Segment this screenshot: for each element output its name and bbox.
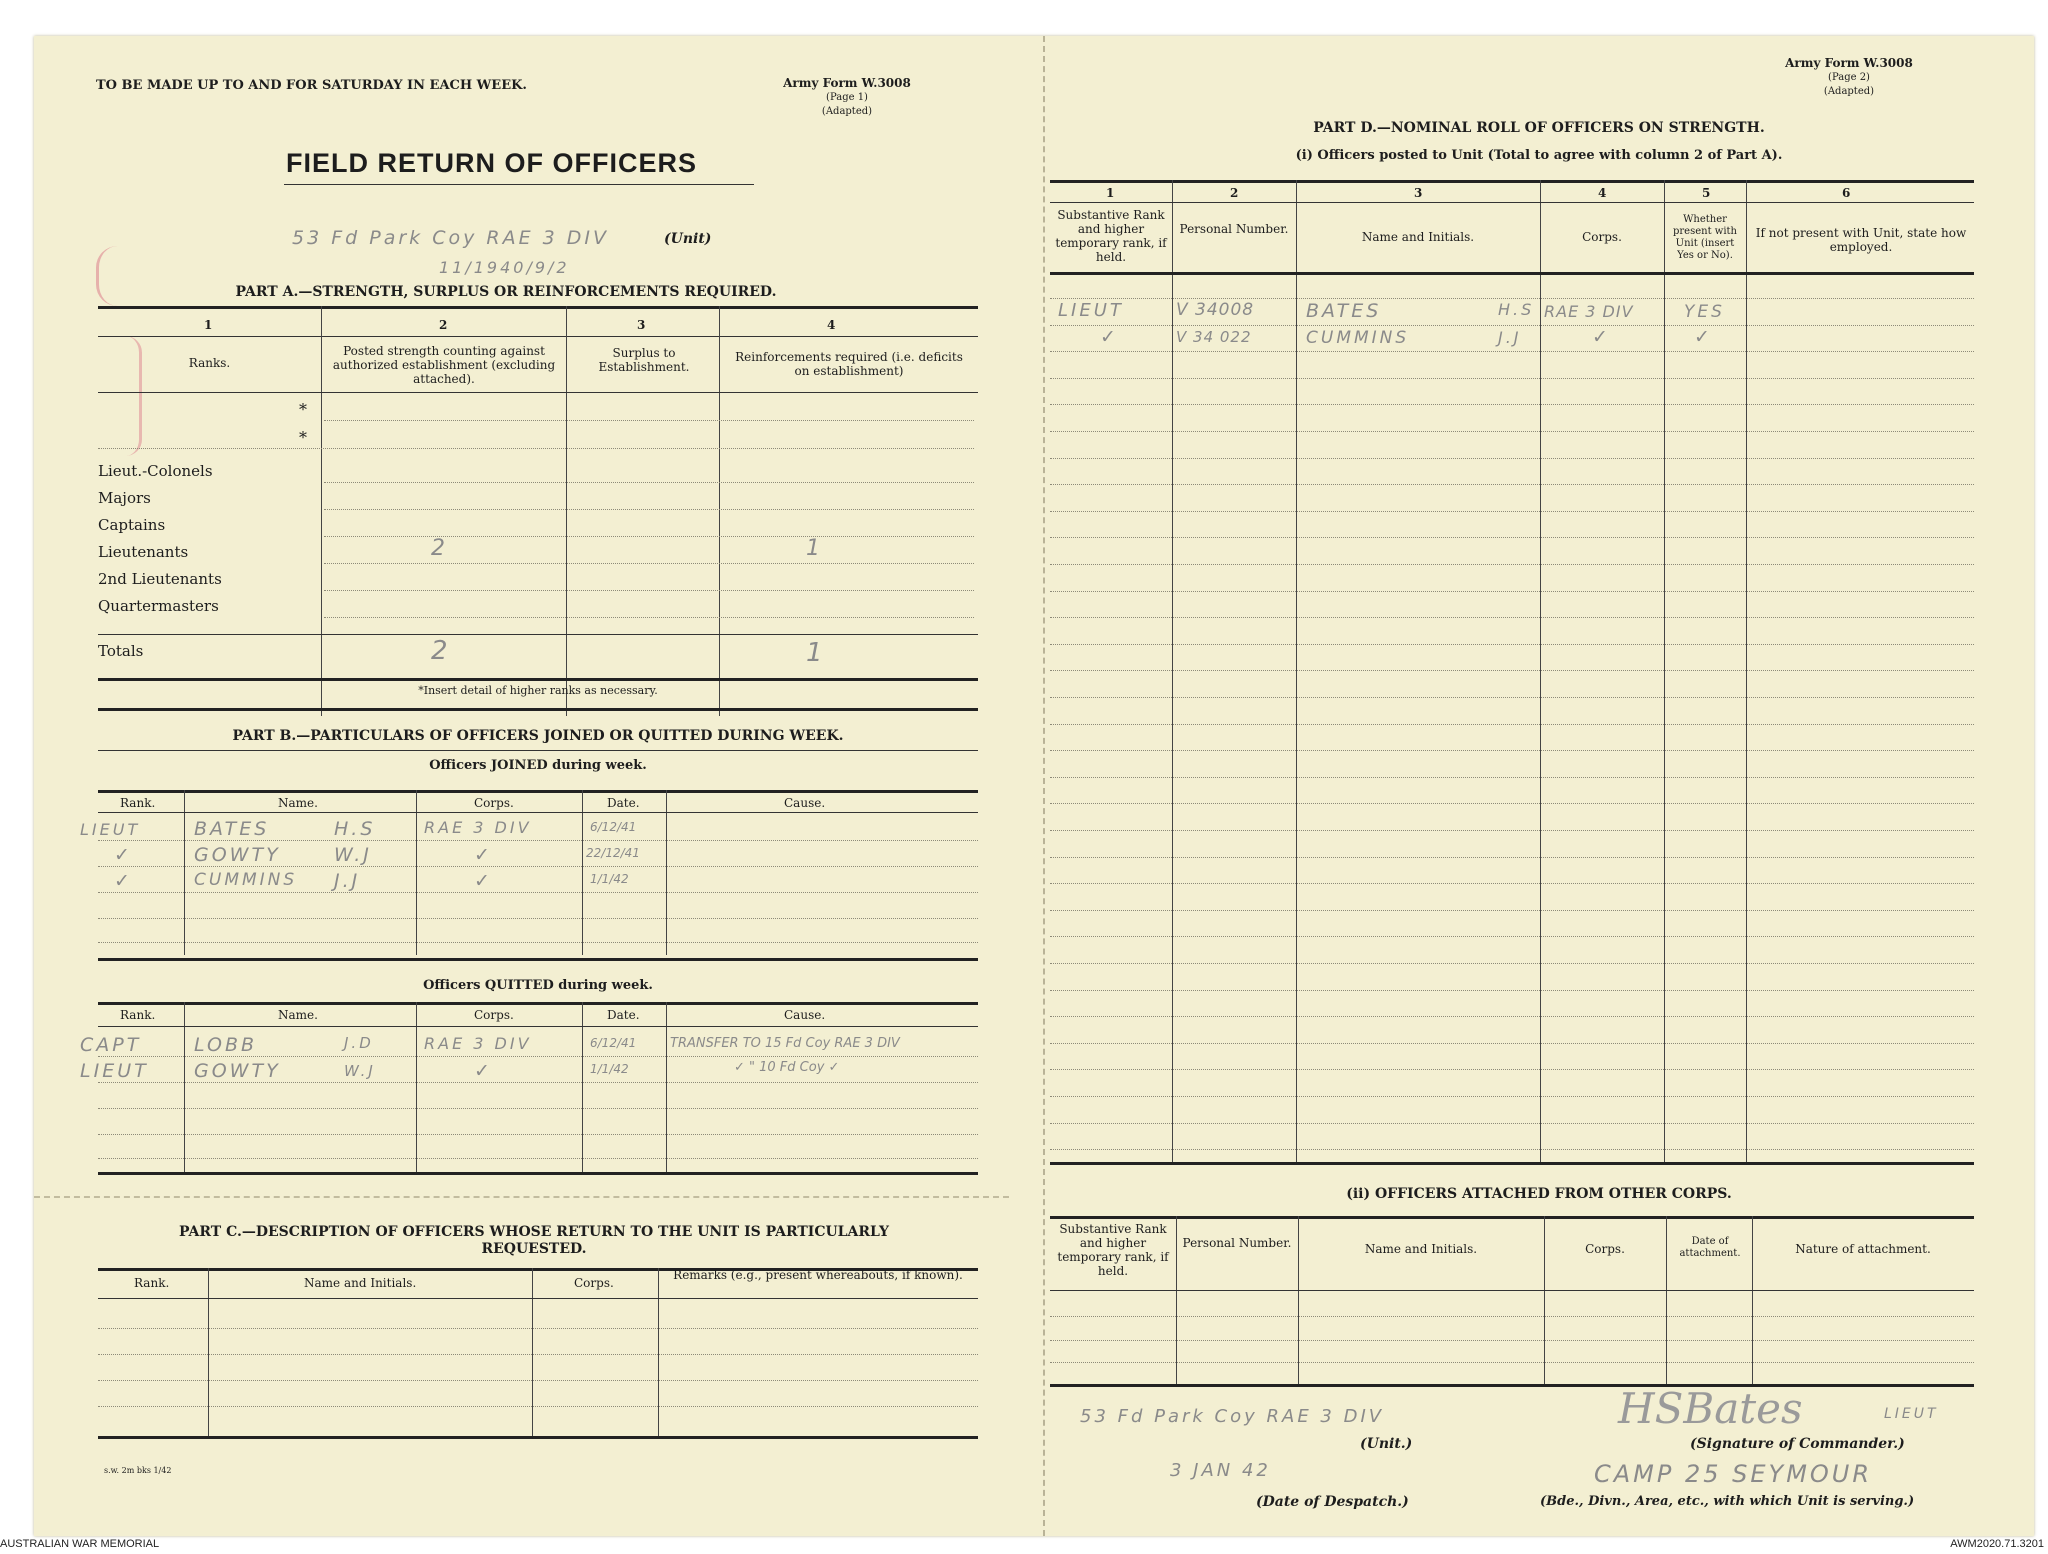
totals-label: Totals <box>98 642 144 660</box>
despatch-date-label: (Date of Despatch.) <box>1256 1494 1409 1510</box>
j-col-cause: Cause. <box>784 796 826 810</box>
quitted-2-name: GOWTY <box>194 1060 281 1082</box>
d-row1-rank: LIEUT <box>1058 300 1124 321</box>
joined-1-name: BATES <box>194 818 270 840</box>
rank-lt-col: Lieut.-Colonels <box>98 462 213 480</box>
joined-3-name: CUMMINS <box>194 870 298 890</box>
c-col-name: Name and Initials. <box>304 1276 417 1290</box>
joined-2-corps: ✓ <box>474 844 493 866</box>
horizontal-fold <box>34 1196 1009 1198</box>
c-col-remarks: Remarks (e.g., present whereabouts, if known). <box>673 1268 963 1282</box>
unit-handwritten: 53 Fd Park Coy RAE 3 DIV <box>292 227 609 249</box>
d-row2-corps: ✓ <box>1592 326 1611 348</box>
instruction: TO BE MADE UP TO AND FOR SATURDAY IN EACH WEEK. <box>96 78 527 93</box>
page-right: (Page 2) <box>1828 72 1870 83</box>
d-num-6: 6 <box>1842 186 1851 200</box>
j-col-rank: Rank. <box>120 796 156 810</box>
q-col-rank: Rank. <box>120 1008 156 1022</box>
col-header-ranks: Ranks. <box>188 356 231 370</box>
ruling-line <box>1050 857 1974 858</box>
ruling-line <box>1050 564 1974 565</box>
d2-col-nature: Nature of attachment. <box>1795 1242 1931 1256</box>
form-number-left: Army Form W.3008 <box>783 76 911 90</box>
quitted-2-init: W.J <box>344 1062 376 1080</box>
print-code: s.w. 2m bks 1/42 <box>104 1466 172 1475</box>
location-label: (Bde., Divn., Area, etc., with which Unit is serving.) <box>1540 1494 1915 1509</box>
rank-captains: Captains <box>98 516 166 534</box>
ruling-line <box>1050 458 1974 459</box>
q-col-cause: Cause. <box>784 1008 826 1022</box>
ruling-line <box>1050 1069 1974 1070</box>
d-row1-number: V 34008 <box>1176 300 1255 320</box>
ruling-line <box>1050 617 1974 618</box>
signature-label: (Signature of Commander.) <box>1690 1436 1905 1452</box>
ruling-line <box>1050 724 1974 725</box>
ruling-line <box>1050 644 1974 645</box>
rank-majors: Majors <box>98 489 151 507</box>
ruling-line <box>1050 591 1974 592</box>
footer-left: AUSTRALIAN WAR MEMORIAL <box>0 1538 160 1550</box>
d2-col-corps: Corps. <box>1585 1242 1625 1256</box>
d-row1-name: BATES <box>1306 300 1382 322</box>
j-col-name: Name. <box>278 796 318 810</box>
d-col-name: Name and Initials. <box>1361 230 1475 244</box>
part-a-heading: PART A.—STRENGTH, SURPLUS OR REINFORCEMENTS REQUIRED. <box>235 284 777 300</box>
totals-posted: 2 <box>431 636 451 666</box>
d-row1-present: YES <box>1684 302 1725 322</box>
ruling-line <box>1050 1043 1974 1044</box>
d-col-employed: If not present with Unit, state how employed. <box>1755 226 1967 254</box>
col-num-4: 4 <box>827 318 836 332</box>
rank-quartermasters: Quartermasters <box>98 597 219 615</box>
ruling-line <box>1050 325 1974 326</box>
ruling-line <box>1050 777 1974 778</box>
quitted-1-cause: TRANSFER TO 15 Fd Coy RAE 3 DIV <box>670 1036 900 1051</box>
asterisk-1: * <box>299 400 307 419</box>
j-col-corps: Corps. <box>474 796 514 810</box>
joined-1-rank: LIEUT <box>80 820 141 839</box>
ruling-line <box>1050 883 1974 884</box>
signature: HSBates <box>1618 1384 1803 1433</box>
ruling-line <box>1050 990 1974 991</box>
ruling-line <box>1050 697 1974 698</box>
ruling-line <box>1050 484 1974 485</box>
c-col-rank: Rank. <box>134 1276 170 1290</box>
d2-col-rank: Substantive Rank and higher temporary rank, if held. <box>1057 1222 1169 1278</box>
d-col-present: Whether present with Unit (insert Yes or No). <box>1672 214 1737 261</box>
q-col-date: Date. <box>607 1008 640 1022</box>
centre-fold <box>1043 36 1045 1536</box>
footer-right: AWM2020.71.3201 <box>1950 1538 2044 1550</box>
ruling-line <box>1050 351 1974 352</box>
d-row1-corps: RAE 3 DIV <box>1544 302 1634 321</box>
joined-1-init: H.S <box>334 818 376 840</box>
col-num-3: 3 <box>637 318 646 332</box>
d-num-4: 4 <box>1598 186 1607 200</box>
joined-1-corps: RAE 3 DIV <box>424 818 532 837</box>
d-row2-number: V 34 022 <box>1176 328 1252 346</box>
part-d-sub-ii: (ii) OFFICERS ATTACHED FROM OTHER CORPS. <box>1346 1186 1732 1202</box>
quitted-1-date: 6/12/41 <box>590 1036 637 1050</box>
part-b-heading: PART B.—PARTICULARS OF OFFICERS JOINED OR QUITTED DURING WEEK. <box>232 728 844 744</box>
ruling-line <box>1050 1149 1974 1150</box>
ruling-line <box>1050 1016 1974 1017</box>
quitted-1-name: LOBB <box>194 1034 258 1056</box>
ruling-line <box>1050 537 1974 538</box>
quitted-2-corps: ✓ <box>474 1060 493 1082</box>
joined-2-rank: ✓ <box>114 844 133 866</box>
totals-reinf: 1 <box>806 638 826 668</box>
col-num-1: 1 <box>204 318 213 332</box>
q-col-corps: Corps. <box>474 1008 514 1022</box>
d2-col-number: Personal Number. <box>1182 1236 1292 1250</box>
joined-2-init: W.J <box>334 844 372 866</box>
d-num-1: 1 <box>1106 186 1115 200</box>
ruling-line <box>1050 830 1974 831</box>
part-d-heading: PART D.—NOMINAL ROLL OF OFFICERS ON STRENGTH. <box>1313 120 1765 136</box>
ruling-line <box>1050 1123 1974 1124</box>
ruling-line <box>1050 936 1974 937</box>
rank-2nd-lieutenants: 2nd Lieutenants <box>98 570 222 588</box>
page-left: (Page 1) <box>826 92 868 103</box>
ruling-line <box>1050 404 1974 405</box>
page-title: FIELD RETURN OF OFFICERS <box>286 148 697 178</box>
joined-3-corps: ✓ <box>474 870 493 892</box>
signature-rank: LIEUT <box>1884 1406 1939 1422</box>
d-col-rank: Substantive Rank and higher temporary rank, if held. <box>1055 208 1167 264</box>
quitted-heading: Officers QUITTED during week. <box>423 978 653 993</box>
d-num-5: 5 <box>1702 186 1711 200</box>
d-row2-name: CUMMINS <box>1306 328 1410 348</box>
lt-posted: 2 <box>431 536 448 561</box>
d2-col-name: Name and Initials. <box>1364 1242 1478 1256</box>
d-row2-rank: ✓ <box>1100 326 1119 348</box>
j-col-date: Date. <box>607 796 640 810</box>
part-d-sub-i: (i) Officers posted to Unit (Total to agree with column 2 of Part A). <box>1295 148 1783 163</box>
part-a-note: *Insert detail of higher ranks as necessary. <box>418 684 658 697</box>
lt-reinf: 1 <box>806 536 823 561</box>
joined-heading: Officers JOINED during week. <box>429 758 647 773</box>
quitted-2-rank: LIEUT <box>80 1060 149 1082</box>
quitted-1-init: J.D <box>344 1034 374 1052</box>
quitted-1-corps: RAE 3 DIV <box>424 1034 532 1053</box>
part-c-heading: PART C.—DESCRIPTION OF OFFICERS WHOSE RETURN TO THE UNIT IS PARTICULARLY REQUESTED. <box>179 1224 889 1257</box>
form-sheet <box>34 36 2034 1536</box>
d2-col-date: Date of attachment. <box>1679 1236 1741 1259</box>
joined-2-name: GOWTY <box>194 844 281 866</box>
col-header-reinf: Reinforcements required (i.e. deficits on establishment) <box>735 350 963 378</box>
location: CAMP 25 SEYMOUR <box>1594 1460 1873 1488</box>
quitted-1-rank: CAPT <box>80 1034 142 1056</box>
d-row2-present: ✓ <box>1694 326 1713 348</box>
rank-lieutenants: Lieutenants <box>98 543 189 561</box>
ruling-line <box>1050 511 1974 512</box>
asterisk-2: * <box>299 428 307 447</box>
ruling-line <box>1050 298 1974 299</box>
joined-1-date: 6/12/41 <box>590 820 637 834</box>
d-col-number: Personal Number. <box>1179 222 1289 236</box>
d-num-3: 3 <box>1414 186 1423 200</box>
col-header-posted: Posted strength counting against authorized establishment (excluding attached). <box>332 344 556 386</box>
ruling-line <box>1050 750 1974 751</box>
ruling-line <box>1050 378 1974 379</box>
joined-3-init: J.J <box>334 870 361 892</box>
form-number-right: Army Form W.3008 <box>1785 56 1913 70</box>
c-col-corps: Corps. <box>574 1276 614 1290</box>
d-num-2: 2 <box>1230 186 1239 200</box>
joined-3-rank: ✓ <box>114 870 133 892</box>
ruling-line <box>1050 803 1974 804</box>
adapted-left: (Adapted) <box>821 106 873 117</box>
ruling-line <box>1050 431 1974 432</box>
q-col-name: Name. <box>278 1008 318 1022</box>
ruling-line <box>1050 963 1974 964</box>
signoff-unit-label: (Unit.) <box>1360 1436 1413 1452</box>
d-row1-init: H.S <box>1498 300 1535 319</box>
col-num-2: 2 <box>439 318 448 332</box>
joined-2-date: 22/12/41 <box>586 846 640 860</box>
ruling-line <box>1050 910 1974 911</box>
unit-label: (Unit) <box>664 231 712 247</box>
d-row2-init: J.J <box>1498 328 1522 347</box>
ruling-line <box>1050 1096 1974 1097</box>
red-mark-2 <box>109 336 142 456</box>
col-header-surplus: Surplus to Establishment. <box>598 346 690 374</box>
despatch-date: 3 JAN 42 <box>1170 1460 1271 1481</box>
adapted-right: (Adapted) <box>1823 86 1875 97</box>
d-col-corps: Corps. <box>1582 230 1622 244</box>
unit-ref: 11/1940/9/2 <box>439 258 570 277</box>
quitted-2-cause: ✓ " 10 Fd Coy ✓ <box>734 1060 840 1075</box>
joined-3-date: 1/1/42 <box>590 872 629 886</box>
signoff-unit: 53 Fd Park Coy RAE 3 DIV <box>1080 1406 1385 1427</box>
quitted-2-date: 1/1/42 <box>590 1062 629 1076</box>
ruling-line <box>1050 670 1974 671</box>
